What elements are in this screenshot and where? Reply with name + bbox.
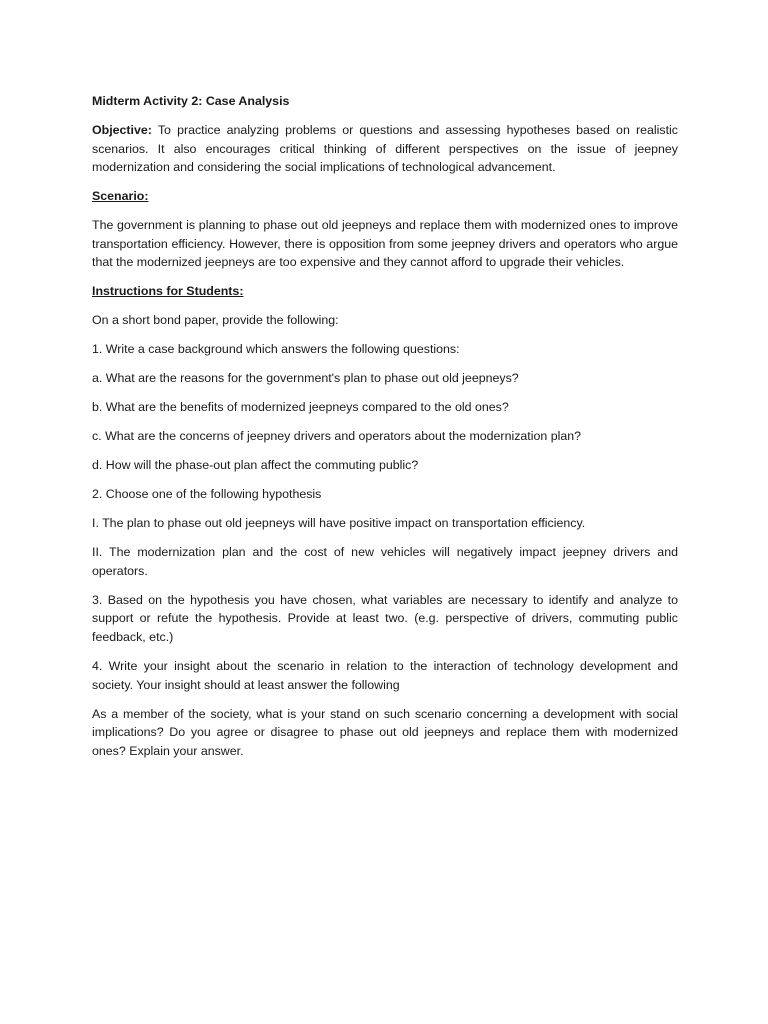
hypothesis-2: II. The modernization plan and the cost of new vehicles will negatively impact jeepney drivers and operators. xyxy=(92,545,678,578)
instructions-intro: On a short bond paper, provide the following: xyxy=(92,313,339,328)
scenario-heading: Scenario: xyxy=(92,189,149,204)
question-c: c. What are the concerns of jeepney drivers and operators about the modernization plan? xyxy=(92,429,582,444)
document-title: Midterm Activity 2: Case Analysis xyxy=(92,94,290,108)
hypothesis-1: I. The plan to phase out old jeepneys will have positive impact on transportation efficiency. xyxy=(92,516,586,531)
objective-paragraph xyxy=(92,121,678,177)
scenario-paragraph: The government is planning to phase out old jeepneys and replace them with modernized ones to improve transportation efficiency. However, there is opposition from some jeepney drivers and operators who argue that the modernized jeepneys are too expensive and they cannot afford to upgrade their vehicles. xyxy=(92,218,678,270)
objective-text: To practice analyzing problems or questions and assessing hypotheses based on realistic scenarios. It also encourages critical thinking of different perspectives on the issue of jeepney modernization and considering the social implications of technological advancement. xyxy=(92,122,678,175)
instruction-item-4: 4. Write your insight about the scenario in relation to the interaction of technology development and society. Your insight should at least answer the following xyxy=(92,658,678,692)
instruction-item-1: 1. Write a case background which answers the following questions: xyxy=(92,342,460,357)
instruction-item-3: 3. Based on the hypothesis you have chosen, what variables are necessary to identify and analyze to support or refute the hypothesis. Provide at least two. (e.g. perspective of drivers, commuting public feedback, etc.) xyxy=(92,592,678,644)
question-d: d. How will the phase-out plan affect the commuting public? xyxy=(92,458,419,473)
instructions-heading: Instructions for Students: xyxy=(92,284,244,299)
question-a: a. What are the reasons for the government's plan to phase out old jeepneys? xyxy=(92,371,519,386)
objective-label: Objective: xyxy=(92,122,152,137)
final-question: As a member of the society, what is your stand on such scenario concerning a development with social implications? Do you agree or disagree to phase out old jeepneys and replace them with modernized ones? Explain your answer. xyxy=(92,706,678,758)
document-page xyxy=(92,92,678,771)
instruction-item-2: 2. Choose one of the following hypothesis xyxy=(92,487,322,502)
question-b: b. What are the benefits of modernized jeepneys compared to the old ones? xyxy=(92,400,509,415)
